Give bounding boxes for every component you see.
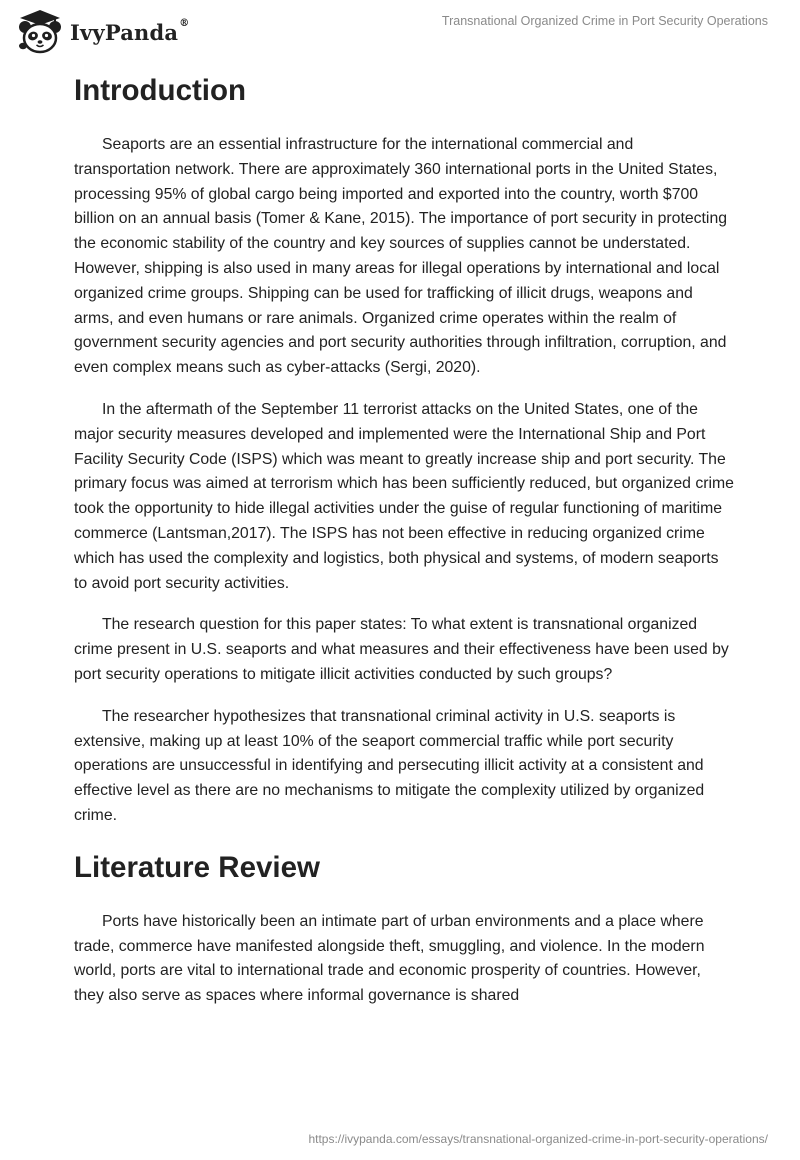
- page-header: [0, 0, 800, 64]
- brand-logo[interactable]: [14, 8, 189, 56]
- source-url-link[interactable]: https://ivypanda.com/essays/transnational-organized-crime-in-port-security-operations/: [308, 1132, 768, 1146]
- paragraph: In the aftermath of the September 11 terrorist attacks on the United States, one of the major security measures developed and implemented were the International Ship and Port Facility Security Code (ISPS) which was meant to greatly increase ship and port security. The primary focus was aimed at terrorism which has been sufficiently reduced, but organized crime took the opportunity to hide illegal activities under the guise of regular functioning of maritime commerce (Lantsman,2017). The ISPS has not been effective in reducing organized crime which has used the complexity and logistics, both physical and systems, of modern seaports to avoid port security activities.: [74, 400, 734, 592]
- essay-body: [74, 70, 734, 1009]
- brand-name: IvyPanda®: [70, 17, 190, 45]
- paragraph: The researcher hypothesizes that transnational criminal activity in U.S. seaports is extensive, making up at least 10% of the seaport commercial traffic while port security operations are unsuccessful in identifying and persecuting illicit activity at a consistent and effective level as there are no mechanisms to mitigate the complexity utilized by organized crime.: [74, 707, 705, 824]
- running-title: Transnational Organized Crime in Port Security Operations: [441, 14, 768, 28]
- section-heading-literature-review: Literature Review: [74, 850, 320, 884]
- panda-logo-icon: [14, 8, 66, 56]
- paragraph: Ports have historically been an intimate part of urban environments and a place where trade, commerce have manifested alongside theft, smuggling, and violence. In the modern world, ports are vital to international trade and economic prosperity of countries. However, they also serve as spaces where informal governance is shared: [74, 912, 705, 1005]
- paragraph: Seaports are an essential infrastructure for the international commercial and transportation network. There are approximately 360 international ports in the United States, processing 95% of global cargo being imported and exported into the country, worth $700 billion on an annual basis (Tomer & Kane, 2015). The importance of port security in protecting the economic stability of the country and key sources of supplies cannot be understated. However, shipping is also used in many areas for illegal operations by international and local organized crime groups. Shipping can be used for trafficking of illicit drugs, weapons and arms, and even humans or rare animals. Organized crime operates within the realm of government security agencies and port security authorities through infiltration, corruption, and even complex means such as cyber-attacks (Sergi, 2020).: [74, 136, 728, 377]
- paragraph: The research question for this paper states: To what extent is transnational organized crime present in U.S. seaports and what measures and their effectiveness have been used by port security operations to mitigate illicit activities conducted by such groups?: [74, 616, 729, 683]
- section-heading-introduction: Introduction: [74, 74, 247, 107]
